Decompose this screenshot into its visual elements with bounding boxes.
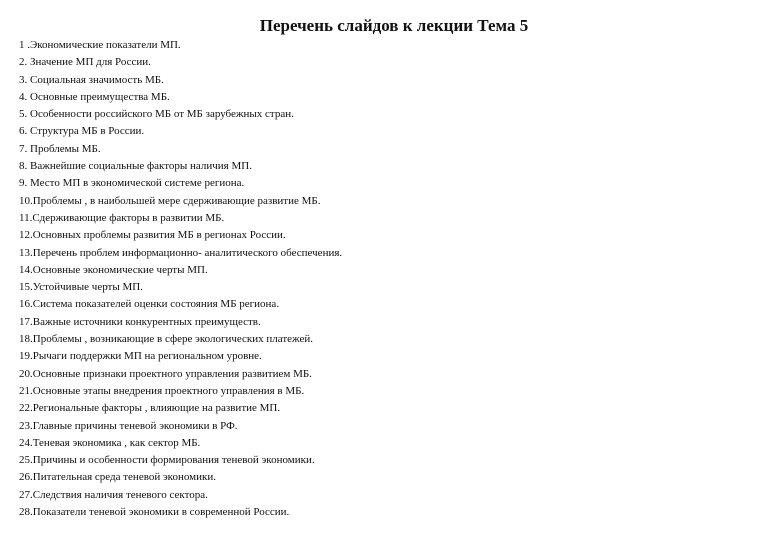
list-item: 26.Питательная среда теневой экономики. [19,471,216,484]
list-item: 19.Рычаги поддержки МП на региональном уровне. [19,350,262,363]
list-item: 1 .Экономические показатели МП. [19,39,181,51]
list-item: 13.Перечень проблем информационно- аналитического обеспечения. [19,246,343,259]
list-item: 20.Основные признаки проектного управления развитием МБ. [19,367,312,380]
list-item: 21.Основные этапы внедрения проектного управления в МБ. [19,384,305,397]
list-item: 27.Следствия наличия теневого сектора. [19,488,208,501]
list-item: 6. Структура МБ в России. [19,125,145,138]
list-item: 11.Сдерживающие факторы в развитии МБ. [19,211,225,224]
slide-list [19,37,759,521]
list-item: 8. Важнейшие социальные факторы наличия МП. [19,160,252,173]
list-item: 22.Региональные факторы , влияющие на развитие МП. [19,402,281,415]
list-item: 28.Показатели теневой экономики в современной России. [19,506,290,519]
list-item: 18.Проблемы , возникающие в сфере экологических платежей. [19,333,314,346]
list-item: 10.Проблемы , в наибольшей мере сдерживающие развитие МБ. [19,194,321,207]
list-item: 2. Значение МП для России. [19,56,151,69]
list-item: 17.Важные источники конкурентных преимуществ. [19,315,261,328]
list-item: 5. Особенности российского МБ от МБ зарубежных стран. [19,108,294,121]
list-item: 9. Место МП в экономической системе региона. [19,177,245,190]
list-item: 12.Основных проблемы развития МБ в регионах России. [19,229,286,242]
list-item: 23.Главные причины теневой экономики в РФ. [19,419,238,432]
list-item: 15.Устойчивые черты МП. [19,281,143,294]
list-item: 16.Система показателей оценки состояния МБ региона. [19,298,280,311]
list-item: 3. Социальная значимость МБ. [19,73,164,86]
list-item: 25.Причины и особенности формирования теневой экономики. [19,454,315,467]
list-item: 14.Основные экономические черты МП. [19,263,208,276]
list-item: 4. Основные преимущества МБ. [19,90,170,103]
page-title: Перечень слайдов к лекции Тема 5 [259,16,529,35]
list-item: 7. Проблемы МБ. [19,142,101,155]
list-item: 24.Теневая экономика , как сектор МБ. [19,436,201,449]
